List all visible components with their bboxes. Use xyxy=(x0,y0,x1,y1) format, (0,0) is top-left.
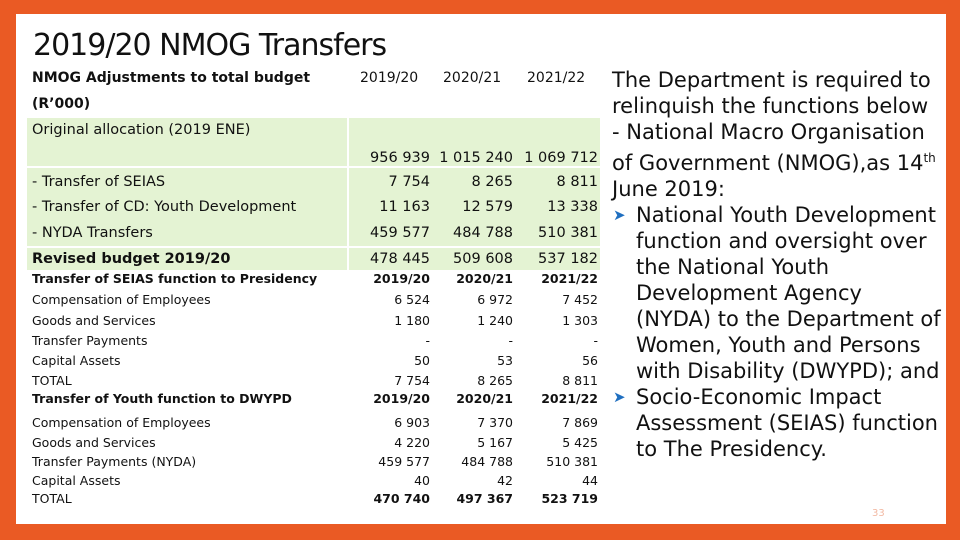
youth-row-v2: 484 788 xyxy=(461,454,513,469)
seias-total-label: TOTAL xyxy=(32,373,72,388)
transfer-v1: 11 163 xyxy=(379,199,430,215)
seias-row-v3: - xyxy=(593,333,598,348)
transfer-v1: 7 754 xyxy=(388,174,430,190)
bullet-text: Socio-Economic Impact Assessment (SEIAS) function to The Presidency. xyxy=(636,385,938,461)
youth-total-v2: 497 367 xyxy=(456,491,513,506)
original-v2: 1 015 240 xyxy=(439,150,513,166)
arrow-bullet-icon: ➤ xyxy=(613,206,626,224)
seias-row-label: Transfer Payments xyxy=(32,333,148,348)
intro-paragraph xyxy=(612,67,942,202)
youth-heading: Transfer of Youth function to DWYPD xyxy=(32,391,292,406)
original-v1: 956 939 xyxy=(370,150,430,166)
youth-row-v2: 42 xyxy=(497,473,513,488)
youth-col2: 2020/21 xyxy=(456,391,513,406)
header-year-2021: 2021/22 xyxy=(527,70,586,86)
seias-row-label: Capital Assets xyxy=(32,353,121,368)
youth-row-label: Transfer Payments (NYDA) xyxy=(32,454,197,469)
youth-row-v3: 7 869 xyxy=(562,415,598,430)
seias-total-v2: 8 265 xyxy=(477,373,513,388)
bullet-item xyxy=(612,384,942,462)
transfer-label: - Transfer of CD: Youth Development xyxy=(32,199,297,215)
seias-row-v1: 6 524 xyxy=(394,292,430,307)
revised-v3: 537 182 xyxy=(538,251,598,267)
seias-row-v3: 1 303 xyxy=(562,313,598,328)
header-label-line1: NMOG Adjustments to total budget xyxy=(32,70,311,86)
transfer-v2: 8 265 xyxy=(471,174,513,190)
original-allocation-label: Original allocation (2019 ENE) xyxy=(32,122,251,138)
intro-superscript: th xyxy=(923,151,936,165)
youth-row-v2: 5 167 xyxy=(477,435,513,450)
arrow-bullet-icon: ➤ xyxy=(613,388,626,406)
youth-row-v1: 6 903 xyxy=(394,415,430,430)
youth-row-v3: 510 381 xyxy=(546,454,598,469)
intro-text-a: The Department is required to relinquish the functions below - National Macro Organisation of Government (NMOG),as 14 xyxy=(612,68,931,175)
column-divider xyxy=(347,116,349,270)
bullet-text: National Youth Development function and oversight over the National Youth Development Agency (NYDA) to the Department of Women, Youth and Persons with Disability (DWYPD); and xyxy=(636,203,941,383)
transfer-v1: 459 577 xyxy=(370,225,430,241)
seias-total-v3: 8 811 xyxy=(562,373,598,388)
bullet-item xyxy=(612,202,942,384)
seias-row-label: Goods and Services xyxy=(32,313,156,328)
youth-row-v3: 44 xyxy=(582,473,598,488)
youth-row-v3: 5 425 xyxy=(562,435,598,450)
youth-total-label: TOTAL xyxy=(32,491,72,506)
revised-label: Revised budget 2019/20 xyxy=(32,251,231,267)
transfer-v3: 13 338 xyxy=(547,199,598,215)
header-label-line2: (R’000) xyxy=(32,96,91,112)
revised-v2: 509 608 xyxy=(453,251,513,267)
transfer-v3: 8 811 xyxy=(556,174,598,190)
youth-row-v2: 7 370 xyxy=(477,415,513,430)
seias-row-v2: 1 240 xyxy=(477,313,513,328)
transfer-v2: 12 579 xyxy=(462,199,513,215)
seias-col2: 2020/21 xyxy=(456,271,513,286)
header-year-2019: 2019/20 xyxy=(360,70,419,86)
youth-row-v1: 4 220 xyxy=(394,435,430,450)
transfer-label: - Transfer of SEIAS xyxy=(32,174,166,190)
youth-row-label: Capital Assets xyxy=(32,473,121,488)
youth-total-v3: 523 719 xyxy=(541,491,598,506)
seias-row-label: Compensation of Employees xyxy=(32,292,211,307)
seias-row-v2: - xyxy=(508,333,513,348)
youth-row-label: Goods and Services xyxy=(32,435,156,450)
original-v3: 1 069 712 xyxy=(524,150,598,166)
transfer-v2: 484 788 xyxy=(453,225,513,241)
seias-row-v1: - xyxy=(425,333,430,348)
seias-heading: Transfer of SEIAS function to Presidency xyxy=(32,271,318,286)
page-title: 2019/20 NMOG Transfers xyxy=(33,28,387,63)
youth-row-label: Compensation of Employees xyxy=(32,415,211,430)
seias-row-v3: 7 452 xyxy=(562,292,598,307)
header-year-2020: 2020/21 xyxy=(443,70,502,86)
transfer-v3: 510 381 xyxy=(538,225,598,241)
youth-col1: 2019/20 xyxy=(373,391,430,406)
seias-col3: 2021/22 xyxy=(541,271,598,286)
seias-row-v1: 1 180 xyxy=(394,313,430,328)
seias-total-v1: 7 754 xyxy=(394,373,430,388)
page-number: 33 xyxy=(872,508,885,519)
intro-text-b: June 2019: xyxy=(612,177,725,201)
description-text xyxy=(612,67,942,462)
revised-v1: 478 445 xyxy=(370,251,430,267)
seias-row-v3: 56 xyxy=(582,353,598,368)
youth-row-v1: 40 xyxy=(414,473,430,488)
youth-col3: 2021/22 xyxy=(541,391,598,406)
seias-col1: 2019/20 xyxy=(373,271,430,286)
seias-row-v2: 53 xyxy=(497,353,513,368)
youth-total-v1: 470 740 xyxy=(373,491,430,506)
seias-row-v1: 50 xyxy=(414,353,430,368)
seias-row-v2: 6 972 xyxy=(477,292,513,307)
youth-row-v1: 459 577 xyxy=(378,454,430,469)
transfer-label: - NYDA Transfers xyxy=(32,225,153,241)
